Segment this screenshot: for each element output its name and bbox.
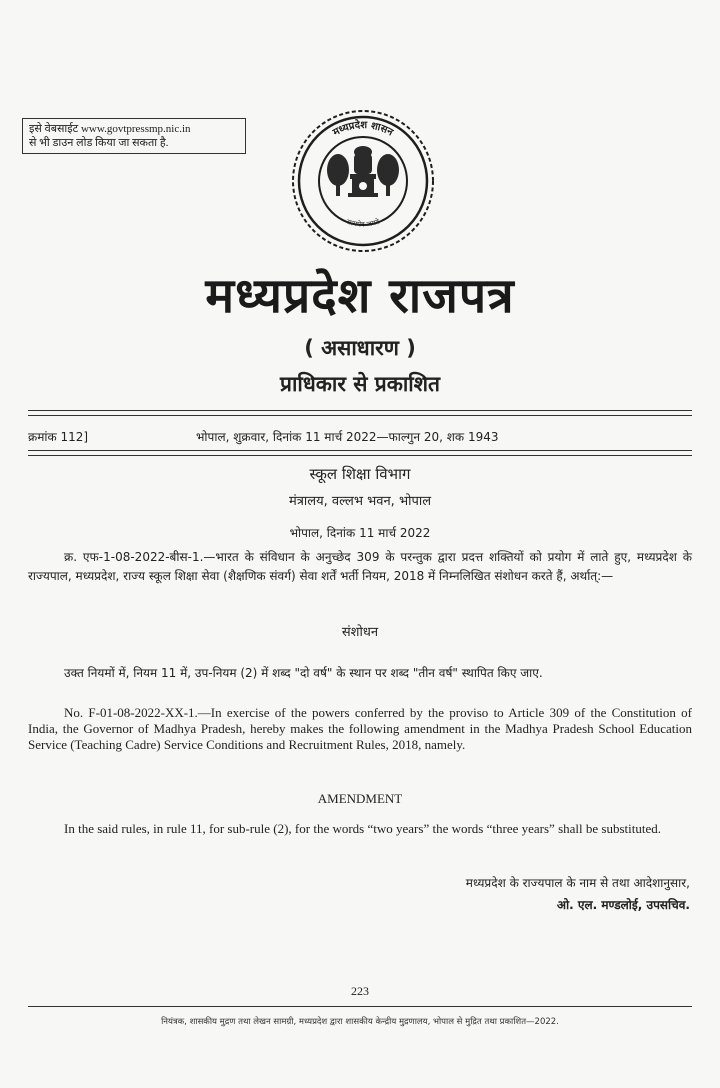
issue-date-line: भोपाल, शुक्रवार, दिनांक 11 मार्च 2022—फाल्गुन 20, शक 1943 [196,430,499,444]
header-rule-bottom-2 [28,455,692,456]
english-notification-paragraph: No. F-01-08-2022-XX-1.—In exercise of the powers conferred by the proviso to Article 309 of the Constitution of India, the Governor of Madhya Pradesh, hereby makes the following amendment in the Madhya Pradesh School Education Service (Teaching Cadre) Service Conditions and Recruitment Rules, 2018, namely. [28,705,692,752]
state-emblem-seal [290,108,436,254]
gazette-title: मध्यप्रदेश राजपत्र [205,268,515,324]
issue-number: क्रमांक 112] [28,430,89,444]
department-address: मंत्रालय, वल्लभ भवन, भोपाल [288,494,432,509]
signatory-name: ओ. एल. मण्डलोई, उपसचिव. [556,898,690,912]
header-rule-top [28,410,692,411]
footer-rule [28,1006,692,1007]
hindi-notification-paragraph: क्र. एफ-1-08-2022-बीस-1.—भारत के संविधान के अनुच्छेद 309 के परन्तुक द्वारा प्रदत्त शक्तियों को प्रयोग में लाते हुए, मध्यप्रदेश के राज्यपाल, मध्यप्रदेश, राज्य स्कूल शिक्षा सेवा (शैक्षणिक संवर्ग) सेवा शर्तें भर्ती नियम, 2018 में निम्नलिखित संशोधन करते हैं, अर्थात्:— [28,550,692,583]
page-number: 223 [351,984,369,998]
printer-footer: नियंत्रक, शासकीय मुद्रण तथा लेखन सामग्री, मध्यप्रदेश द्वारा शासकीय केन्द्रीय मुद्रणालय, भोपाल से मुद्रित तथा प्रकाशित—2022. [161,1017,559,1027]
emblem-ring-top-text: मध्यप्रदेश शासन [331,119,395,139]
english-amendment-heading: AMENDMENT [317,791,403,806]
published-by-authority: प्राधिकार से प्रकाशित [280,372,440,396]
website-download-note [22,118,246,154]
emblem-ring-bottom-text: सत्यमेव जयते [345,217,381,229]
hindi-amendment-text: उक्त नियमों में, नियम 11 में, उप-नियम (2) में शब्द "दो वर्ष" के स्थान पर शब्द "तीन वर्ष" स्थापित किए जाए. [64,666,543,680]
department-name: स्कूल शिक्षा विभाग [309,465,411,483]
hindi-amendment-heading: संशोधन [341,625,379,640]
header-rule-top-2 [28,415,692,416]
english-amendment-text: In the said rules, in rule 11, for sub-rule (2), for the words “two years” the words “three years” shall be substituted. [64,821,661,836]
order-date: भोपाल, दिनांक 11 मार्च 2022 [289,526,431,540]
extraordinary-label: ( असाधारण ) [304,336,416,360]
website-note-line-1: इसे वेबसाईट www.govtpressmp.nic.in [29,123,191,135]
svg-text:सत्यमेव जयते [345,217,381,229]
header-rule-bottom [28,450,692,451]
website-note-line-2: से भी डाउन लोड किया जा सकता है. [29,137,169,149]
signature-authority-line: मध्यप्रदेश के राज्यपाल के नाम से तथा आदेशानुसार, [465,876,690,890]
